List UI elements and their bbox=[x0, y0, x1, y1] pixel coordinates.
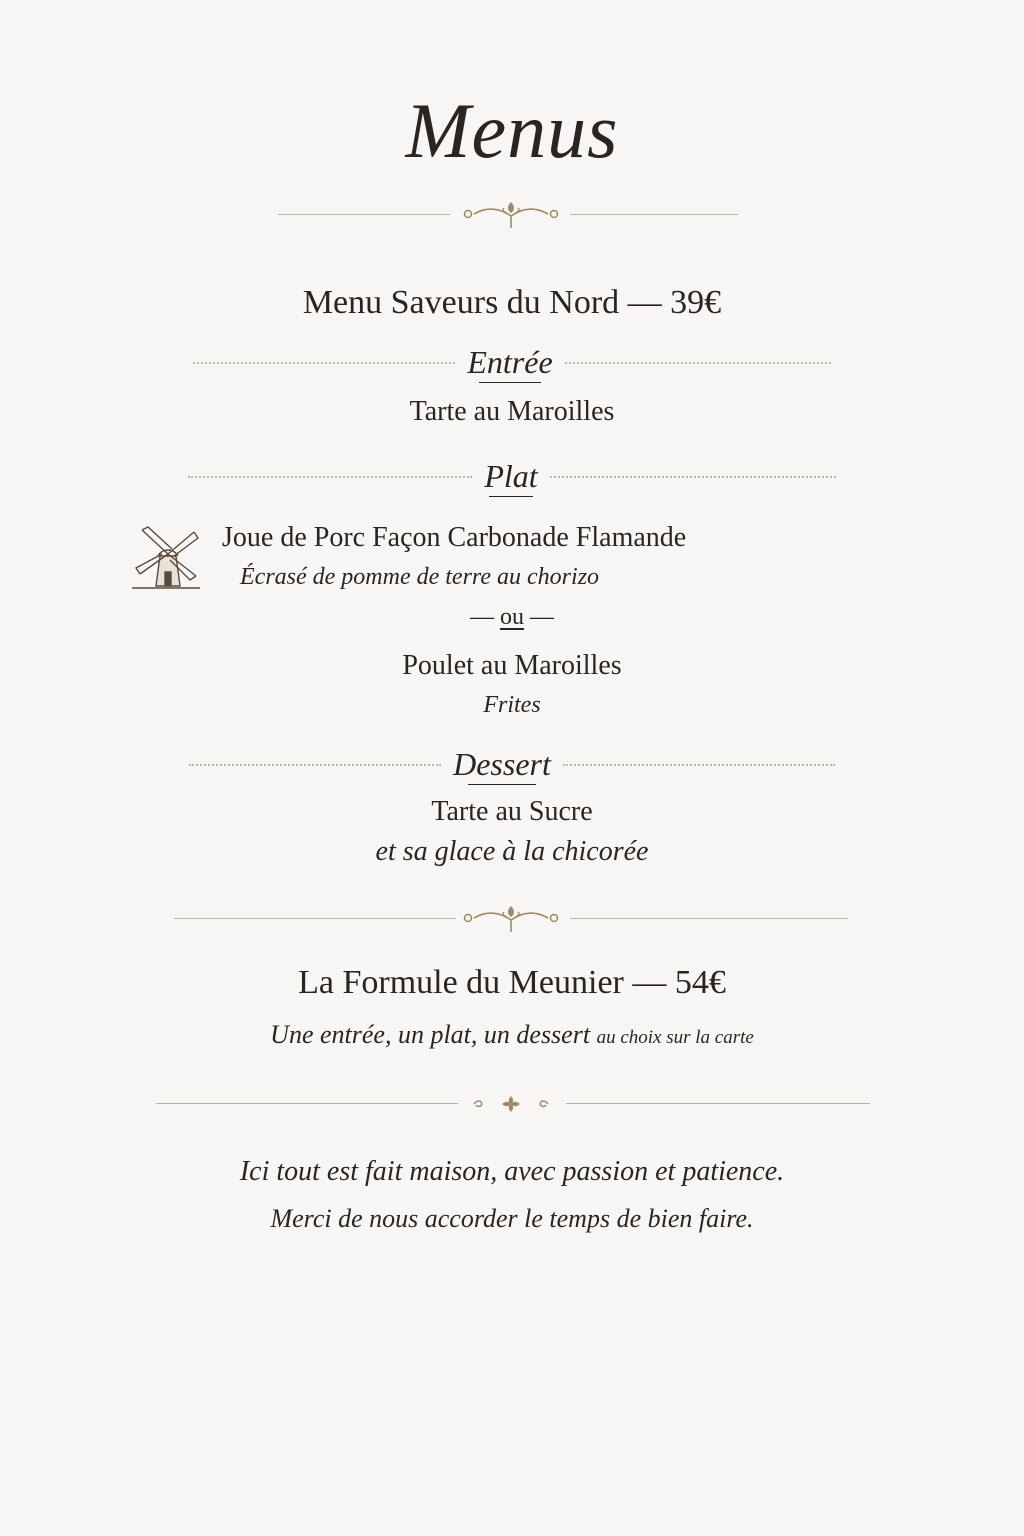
formule-description-small: au choix sur la carte bbox=[596, 1027, 754, 1048]
dotted-line-left bbox=[188, 476, 472, 478]
divider-line-right bbox=[566, 1103, 870, 1104]
formule-description-main: Une entrée, un plat, un dessert bbox=[270, 1020, 591, 1049]
flourish-ornament-icon bbox=[460, 902, 562, 936]
plat-option2-side: Frites bbox=[483, 692, 541, 718]
divider-line-left bbox=[278, 214, 450, 215]
windmill-icon bbox=[128, 524, 204, 594]
separator-word: ou bbox=[500, 604, 524, 630]
entree-dish: Tarte au Maroilles bbox=[409, 396, 615, 427]
plat-option1-side: Écrasé de pomme de terre au chorizo bbox=[240, 564, 600, 590]
formule-description bbox=[0, 1020, 1024, 1050]
section-label-dessert: Dessert bbox=[441, 746, 563, 783]
flourish-ornament-icon bbox=[460, 198, 562, 232]
separator-dash: — bbox=[470, 604, 494, 630]
closing-line-1: Ici tout est fait maison, avec passion et patience. bbox=[239, 1156, 785, 1187]
closing-line-2: Merci de nous accorder le temps de bien faire. bbox=[270, 1204, 754, 1233]
divider-line-right bbox=[570, 918, 848, 919]
separator-dash: — bbox=[530, 604, 554, 630]
dotted-line-left bbox=[193, 362, 455, 364]
dotted-line-left bbox=[189, 764, 441, 766]
dotted-line-right bbox=[563, 764, 835, 766]
section-plat bbox=[0, 458, 1024, 495]
section-entree bbox=[0, 344, 1024, 381]
dotted-line-right bbox=[550, 476, 836, 478]
dessert-side: et sa glace à la chicorée bbox=[375, 836, 649, 867]
dessert-dish: Tarte au Sucre bbox=[431, 796, 593, 827]
plat-separator bbox=[0, 604, 1024, 631]
plat-option1-dish: Joue de Porc Façon Carbonade Flamande bbox=[222, 522, 687, 553]
divider-line-right bbox=[570, 214, 738, 215]
section-label-plat: Plat bbox=[472, 458, 549, 495]
formule-meunier-heading: La Formule du Meunier — 54€ bbox=[298, 964, 726, 1001]
small-flourish-icon bbox=[468, 1094, 554, 1114]
menu-saveurs-heading: Menu Saveurs du Nord — 39€ bbox=[302, 284, 722, 321]
divider-line-left bbox=[174, 918, 456, 919]
section-label-entree: Entrée bbox=[455, 344, 564, 381]
dotted-line-right bbox=[565, 362, 831, 364]
page-title: Menus bbox=[405, 87, 619, 174]
plat-option2-dish: Poulet au Maroilles bbox=[402, 650, 622, 681]
divider-line-left bbox=[156, 1103, 458, 1104]
section-dessert bbox=[0, 746, 1024, 783]
